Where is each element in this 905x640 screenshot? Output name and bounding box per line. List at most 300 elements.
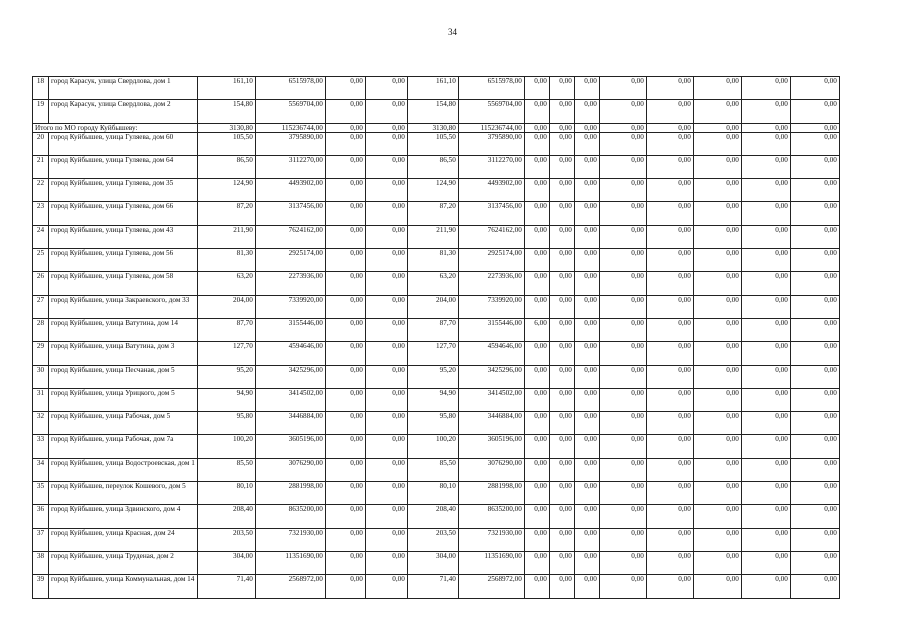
row-number: 36 — [33, 505, 49, 528]
value-cell: 0,00 — [599, 123, 646, 132]
value-cell: 0,00 — [549, 123, 574, 132]
value-cell: 94,90 — [197, 388, 255, 411]
value-cell: 0,00 — [693, 202, 741, 225]
address-cell: город Куйбышев, переулок Кошевого, дом 5 — [49, 482, 198, 505]
value-cell: 0,00 — [549, 249, 574, 272]
table-row — [33, 505, 840, 528]
value-cell: 0,00 — [574, 249, 599, 272]
value-cell: 86,50 — [407, 155, 458, 178]
value-cell: 124,90 — [407, 179, 458, 202]
value-cell: 7624162,00 — [458, 225, 524, 248]
value-cell: 0,00 — [524, 155, 549, 178]
value-cell: 0,00 — [693, 295, 741, 318]
value-cell: 95,80 — [197, 412, 255, 435]
row-number: 27 — [33, 295, 49, 318]
value-cell: 0,00 — [693, 318, 741, 341]
value-cell: 0,00 — [693, 272, 741, 295]
value-cell: 3137456,00 — [458, 202, 524, 225]
value-cell: 0,00 — [693, 132, 741, 155]
value-cell: 0,00 — [524, 202, 549, 225]
value-cell: 0,00 — [365, 77, 407, 100]
table-row — [33, 100, 840, 123]
address-cell: город Карасук, улица Свердлова, дом 2 — [49, 100, 198, 123]
value-cell: 6515978,00 — [458, 77, 524, 100]
value-cell: 0,00 — [365, 388, 407, 411]
value-cell: 0,00 — [574, 482, 599, 505]
value-cell: 0,00 — [790, 435, 839, 458]
value-cell: 0,00 — [693, 100, 741, 123]
value-cell: 0,00 — [365, 458, 407, 481]
total-label: Итого по МО городу Куйбышеву: — [33, 123, 198, 132]
value-cell: 0,00 — [549, 435, 574, 458]
table-row — [33, 342, 840, 365]
value-cell: 0,00 — [693, 551, 741, 574]
value-cell: 0,00 — [549, 575, 574, 598]
address-cell: город Карасук, улица Свердлова, дом 1 — [49, 77, 198, 100]
value-cell: 127,70 — [407, 342, 458, 365]
value-cell: 0,00 — [365, 100, 407, 123]
value-cell: 0,00 — [365, 202, 407, 225]
value-cell: 0,00 — [599, 132, 646, 155]
value-cell: 0,00 — [741, 295, 790, 318]
total-row — [33, 123, 840, 132]
value-cell: 0,00 — [790, 202, 839, 225]
value-cell: 0,00 — [790, 575, 839, 598]
value-cell: 95,20 — [407, 365, 458, 388]
value-cell: 0,00 — [524, 458, 549, 481]
value-cell: 5569704,00 — [458, 100, 524, 123]
value-cell: 2925174,00 — [458, 249, 524, 272]
value-cell: 0,00 — [790, 412, 839, 435]
value-cell: 0,00 — [574, 528, 599, 551]
value-cell: 0,00 — [599, 318, 646, 341]
value-cell: 0,00 — [790, 318, 839, 341]
value-cell: 0,00 — [524, 77, 549, 100]
value-cell: 0,00 — [646, 202, 693, 225]
value-cell: 0,00 — [741, 388, 790, 411]
value-cell: 0,00 — [599, 272, 646, 295]
value-cell: 2568972,00 — [458, 575, 524, 598]
value-cell: 0,00 — [574, 77, 599, 100]
value-cell: 3130,80 — [407, 123, 458, 132]
value-cell: 0,00 — [574, 342, 599, 365]
value-cell: 304,00 — [407, 551, 458, 574]
value-cell: 0,00 — [325, 179, 365, 202]
row-number: 37 — [33, 528, 49, 551]
value-cell: 0,00 — [549, 458, 574, 481]
value-cell: 0,00 — [790, 482, 839, 505]
value-cell: 0,00 — [790, 458, 839, 481]
value-cell: 3425296,00 — [255, 365, 325, 388]
value-cell: 105,50 — [197, 132, 255, 155]
value-cell: 0,00 — [549, 551, 574, 574]
table-row — [33, 412, 840, 435]
value-cell: 3155446,00 — [255, 318, 325, 341]
value-cell: 0,00 — [741, 123, 790, 132]
value-cell: 0,00 — [325, 528, 365, 551]
value-cell: 0,00 — [549, 505, 574, 528]
value-cell: 154,80 — [407, 100, 458, 123]
row-number: 30 — [33, 365, 49, 388]
value-cell: 0,00 — [646, 249, 693, 272]
value-cell: 0,00 — [790, 272, 839, 295]
address-cell: город Куйбышев, улица Труденая, дом 2 — [49, 551, 198, 574]
address-cell: город Куйбышев, улица Водостроевская, дом 1 — [49, 458, 198, 481]
value-cell: 0,00 — [693, 482, 741, 505]
value-cell: 0,00 — [693, 575, 741, 598]
value-cell: 2881998,00 — [458, 482, 524, 505]
value-cell: 0,00 — [741, 77, 790, 100]
value-cell: 0,00 — [790, 528, 839, 551]
address-cell: город Куйбышев, улица Здвинского, дом 4 — [49, 505, 198, 528]
value-cell: 0,00 — [524, 132, 549, 155]
row-number: 18 — [33, 77, 49, 100]
value-cell: 0,00 — [549, 365, 574, 388]
value-cell: 95,80 — [407, 412, 458, 435]
value-cell: 0,00 — [790, 342, 839, 365]
value-cell: 4493902,00 — [255, 179, 325, 202]
row-number: 38 — [33, 551, 49, 574]
value-cell: 0,00 — [524, 342, 549, 365]
table-row — [33, 225, 840, 248]
value-cell: 0,00 — [646, 435, 693, 458]
row-number: 29 — [33, 342, 49, 365]
value-cell: 0,00 — [325, 225, 365, 248]
value-cell: 2273936,00 — [255, 272, 325, 295]
value-cell: 0,00 — [549, 295, 574, 318]
table-row — [33, 528, 840, 551]
value-cell: 0,00 — [693, 249, 741, 272]
value-cell: 0,00 — [574, 435, 599, 458]
value-cell: 105,50 — [407, 132, 458, 155]
value-cell: 0,00 — [574, 505, 599, 528]
value-cell: 3425296,00 — [458, 365, 524, 388]
value-cell: 0,00 — [693, 365, 741, 388]
value-cell: 0,00 — [549, 225, 574, 248]
value-cell: 0,00 — [365, 482, 407, 505]
address-cell: город Куйбышев, улица Урицкого, дом 5 — [49, 388, 198, 411]
row-number: 28 — [33, 318, 49, 341]
value-cell: 0,00 — [646, 458, 693, 481]
value-cell: 0,00 — [365, 528, 407, 551]
value-cell: 0,00 — [693, 77, 741, 100]
value-cell: 11351690,00 — [255, 551, 325, 574]
value-cell: 0,00 — [365, 123, 407, 132]
value-cell: 0,00 — [365, 295, 407, 318]
value-cell: 0,00 — [741, 575, 790, 598]
value-cell: 0,00 — [325, 575, 365, 598]
value-cell: 0,00 — [741, 528, 790, 551]
value-cell: 0,00 — [741, 132, 790, 155]
value-cell: 0,00 — [365, 505, 407, 528]
value-cell: 87,20 — [407, 202, 458, 225]
value-cell: 0,00 — [574, 575, 599, 598]
value-cell: 0,00 — [741, 365, 790, 388]
value-cell: 0,00 — [741, 249, 790, 272]
value-cell: 0,00 — [549, 272, 574, 295]
value-cell: 0,00 — [325, 295, 365, 318]
table-row — [33, 272, 840, 295]
value-cell: 81,30 — [407, 249, 458, 272]
value-cell: 100,20 — [197, 435, 255, 458]
value-cell: 4594646,00 — [255, 342, 325, 365]
value-cell: 0,00 — [574, 388, 599, 411]
value-cell: 0,00 — [524, 295, 549, 318]
value-cell: 7624162,00 — [255, 225, 325, 248]
value-cell: 0,00 — [599, 505, 646, 528]
value-cell: 0,00 — [646, 365, 693, 388]
value-cell: 0,00 — [646, 100, 693, 123]
table-row — [33, 551, 840, 574]
value-cell: 0,00 — [599, 365, 646, 388]
value-cell: 63,20 — [407, 272, 458, 295]
value-cell: 127,70 — [197, 342, 255, 365]
value-cell: 0,00 — [790, 155, 839, 178]
value-cell: 0,00 — [741, 435, 790, 458]
value-cell: 2881998,00 — [255, 482, 325, 505]
value-cell: 0,00 — [599, 551, 646, 574]
row-number: 32 — [33, 412, 49, 435]
value-cell: 71,40 — [407, 575, 458, 598]
value-cell: 0,00 — [365, 155, 407, 178]
value-cell: 0,00 — [325, 249, 365, 272]
value-cell: 0,00 — [646, 123, 693, 132]
value-cell: 3446884,00 — [255, 412, 325, 435]
value-cell: 0,00 — [646, 528, 693, 551]
table-row — [33, 458, 840, 481]
value-cell: 0,00 — [790, 123, 839, 132]
value-cell: 0,00 — [599, 225, 646, 248]
value-cell: 0,00 — [549, 342, 574, 365]
value-cell: 0,00 — [325, 132, 365, 155]
value-cell: 0,00 — [325, 123, 365, 132]
table-row — [33, 77, 840, 100]
row-number: 20 — [33, 132, 49, 155]
value-cell: 0,00 — [599, 388, 646, 411]
address-cell: город Куйбышев, улица Рабочая, дом 7а — [49, 435, 198, 458]
value-cell: 0,00 — [741, 505, 790, 528]
table-row — [33, 318, 840, 341]
value-cell: 208,40 — [407, 505, 458, 528]
value-cell: 0,00 — [524, 482, 549, 505]
value-cell: 3155446,00 — [458, 318, 524, 341]
value-cell: 0,00 — [524, 528, 549, 551]
value-cell: 0,00 — [599, 77, 646, 100]
value-cell: 0,00 — [574, 132, 599, 155]
value-cell: 0,00 — [574, 412, 599, 435]
value-cell: 0,00 — [646, 412, 693, 435]
value-cell: 0,00 — [365, 179, 407, 202]
address-cell: город Куйбышев, улица Коммунальная, дом 14 — [49, 575, 198, 598]
value-cell: 211,90 — [407, 225, 458, 248]
address-cell: город Куйбышев, улица Ватутина, дом 14 — [49, 318, 198, 341]
value-cell: 0,00 — [790, 295, 839, 318]
value-cell: 0,00 — [524, 435, 549, 458]
value-cell: 0,00 — [790, 505, 839, 528]
value-cell: 3112270,00 — [458, 155, 524, 178]
row-number: 31 — [33, 388, 49, 411]
value-cell: 0,00 — [790, 132, 839, 155]
value-cell: 0,00 — [549, 318, 574, 341]
value-cell: 3076290,00 — [458, 458, 524, 481]
table-row — [33, 365, 840, 388]
value-cell: 0,00 — [646, 179, 693, 202]
value-cell: 0,00 — [524, 272, 549, 295]
value-cell: 0,00 — [646, 155, 693, 178]
value-cell: 0,00 — [599, 575, 646, 598]
value-cell: 0,00 — [646, 318, 693, 341]
value-cell: 0,00 — [365, 551, 407, 574]
value-cell: 86,50 — [197, 155, 255, 178]
value-cell: 100,20 — [407, 435, 458, 458]
value-cell: 0,00 — [599, 528, 646, 551]
value-cell: 0,00 — [524, 100, 549, 123]
value-cell: 0,00 — [524, 505, 549, 528]
value-cell: 0,00 — [365, 318, 407, 341]
value-cell: 63,20 — [197, 272, 255, 295]
value-cell: 0,00 — [693, 505, 741, 528]
value-cell: 0,00 — [741, 155, 790, 178]
value-cell: 0,00 — [549, 202, 574, 225]
page-number: 34 — [448, 27, 457, 37]
address-cell: город Куйбышев, улица Рабочая, дом 5 — [49, 412, 198, 435]
table-row — [33, 249, 840, 272]
row-number: 39 — [33, 575, 49, 598]
value-cell: 2925174,00 — [255, 249, 325, 272]
table-row — [33, 202, 840, 225]
value-cell: 0,00 — [365, 225, 407, 248]
value-cell: 0,00 — [574, 123, 599, 132]
value-cell: 203,50 — [197, 528, 255, 551]
value-cell: 0,00 — [693, 342, 741, 365]
value-cell: 3414502,00 — [458, 388, 524, 411]
value-cell: 0,00 — [693, 123, 741, 132]
table-row — [33, 295, 840, 318]
value-cell: 0,00 — [741, 225, 790, 248]
value-cell: 4594646,00 — [458, 342, 524, 365]
value-cell: 0,00 — [365, 272, 407, 295]
value-cell: 0,00 — [524, 249, 549, 272]
value-cell: 0,00 — [365, 435, 407, 458]
value-cell: 0,00 — [790, 100, 839, 123]
value-cell: 208,40 — [197, 505, 255, 528]
value-cell: 85,50 — [407, 458, 458, 481]
address-cell: город Куйбышев, улица Ватутина, дом 3 — [49, 342, 198, 365]
table-row — [33, 388, 840, 411]
value-cell: 0,00 — [790, 249, 839, 272]
value-cell: 0,00 — [524, 365, 549, 388]
value-cell: 0,00 — [549, 155, 574, 178]
value-cell: 0,00 — [325, 155, 365, 178]
row-number: 25 — [33, 249, 49, 272]
address-cell: город Куйбышев, улица Гуляева, дом 58 — [49, 272, 198, 295]
value-cell: 8635200,00 — [255, 505, 325, 528]
address-cell: город Куйбышев, улица Гуляева, дом 60 — [49, 132, 198, 155]
value-cell: 0,00 — [741, 202, 790, 225]
value-cell: 80,10 — [407, 482, 458, 505]
value-cell: 0,00 — [524, 179, 549, 202]
value-cell: 0,00 — [741, 179, 790, 202]
value-cell: 0,00 — [524, 123, 549, 132]
value-cell: 0,00 — [574, 458, 599, 481]
value-cell: 0,00 — [646, 295, 693, 318]
value-cell: 8635200,00 — [458, 505, 524, 528]
value-cell: 94,90 — [407, 388, 458, 411]
row-number: 35 — [33, 482, 49, 505]
value-cell: 0,00 — [790, 225, 839, 248]
table-row — [33, 482, 840, 505]
value-cell: 0,00 — [693, 225, 741, 248]
value-cell: 115236744,00 — [255, 123, 325, 132]
value-cell: 0,00 — [790, 179, 839, 202]
value-cell: 0,00 — [365, 249, 407, 272]
value-cell: 0,00 — [599, 100, 646, 123]
value-cell: 0,00 — [646, 505, 693, 528]
value-cell: 0,00 — [325, 365, 365, 388]
value-cell: 7339920,00 — [458, 295, 524, 318]
value-cell: 0,00 — [574, 100, 599, 123]
value-cell: 0,00 — [549, 100, 574, 123]
value-cell: 0,00 — [599, 458, 646, 481]
value-cell: 0,00 — [693, 412, 741, 435]
row-number: 26 — [33, 272, 49, 295]
value-cell: 0,00 — [549, 132, 574, 155]
value-cell: 0,00 — [524, 388, 549, 411]
value-cell: 0,00 — [325, 342, 365, 365]
value-cell: 5569704,00 — [255, 100, 325, 123]
value-cell: 0,00 — [599, 412, 646, 435]
value-cell: 0,00 — [693, 155, 741, 178]
value-cell: 0,00 — [524, 551, 549, 574]
value-cell: 3605196,00 — [255, 435, 325, 458]
value-cell: 0,00 — [549, 412, 574, 435]
value-cell: 7321930,00 — [255, 528, 325, 551]
table-row — [33, 435, 840, 458]
value-cell: 0,00 — [325, 318, 365, 341]
value-cell: 81,30 — [197, 249, 255, 272]
row-number: 21 — [33, 155, 49, 178]
table-row — [33, 179, 840, 202]
table-row — [33, 155, 840, 178]
value-cell: 0,00 — [646, 272, 693, 295]
value-cell: 0,00 — [325, 458, 365, 481]
value-cell: 0,00 — [325, 77, 365, 100]
value-cell: 115236744,00 — [458, 123, 524, 132]
value-cell: 3446884,00 — [458, 412, 524, 435]
address-cell: город Куйбышев, улица Гуляева, дом 56 — [49, 249, 198, 272]
value-cell: 0,00 — [549, 528, 574, 551]
value-cell: 0,00 — [325, 505, 365, 528]
row-number: 22 — [33, 179, 49, 202]
value-cell: 0,00 — [325, 412, 365, 435]
value-cell: 0,00 — [325, 100, 365, 123]
value-cell: 0,00 — [741, 551, 790, 574]
value-cell: 304,00 — [197, 551, 255, 574]
value-cell: 3795890,00 — [255, 132, 325, 155]
table-row — [33, 575, 840, 598]
value-cell: 0,00 — [574, 295, 599, 318]
row-number: 33 — [33, 435, 49, 458]
value-cell: 87,70 — [407, 318, 458, 341]
value-cell: 0,00 — [574, 225, 599, 248]
value-cell: 2273936,00 — [458, 272, 524, 295]
value-cell: 0,00 — [646, 77, 693, 100]
value-cell: 3130,80 — [197, 123, 255, 132]
value-cell: 71,40 — [197, 575, 255, 598]
address-cell: город Куйбышев, улица Гуляева, дом 43 — [49, 225, 198, 248]
value-cell: 0,00 — [693, 528, 741, 551]
value-cell: 7339920,00 — [255, 295, 325, 318]
